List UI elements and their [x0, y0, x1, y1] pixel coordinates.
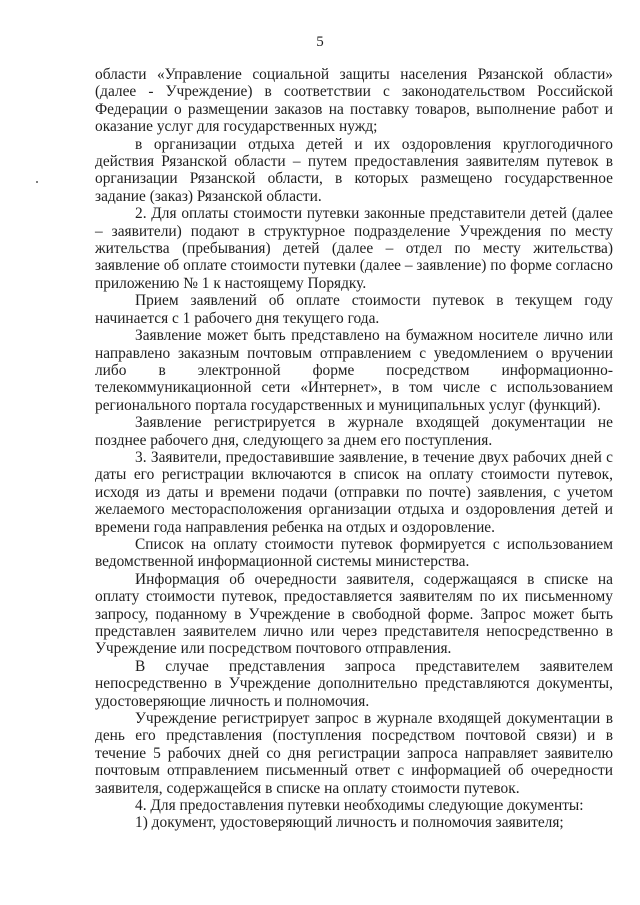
- paragraph-request-registration: Учреждение регистрирует запрос в журнале входящей документации в день его представления (поступления посредством почтовой связи) и в течение 5 рабочих дней со дня регистрации запроса направляет заявителю почтовым отправлением письменный ответ с информацией об очередности заявителя, содержащейся в списке на оплату стоимости путевок.: [95, 710, 613, 797]
- paragraph-item-4: 4. Для предоставления путевки необходимы следующие документы:: [135, 797, 584, 815]
- paragraph-representative: В случае представления запроса представителем заявителем непосредственно в Учреждение дополнительно представляются документы, удостоверяющие личность и полномочия.: [95, 657, 613, 710]
- paragraph-application-start: Прием заявлений об оплате стоимости путевок в текущем году начинается с 1 рабочего дня текущего года.: [95, 292, 613, 327]
- paragraph-item-2: 2. Для оплаты стоимости путевки законные представители детей (далее – заявители) подают в структурное подразделение Учреждения по месту жительства (пребывания) детей (далее – отдел по месту жительства) заявление об оплате стоимости путевки (далее – заявление) по форме согласно приложению № 1 к настоящему Порядку.: [95, 205, 613, 292]
- paragraph-queue-information: Информация об очередности заявителя, содержащаяся в списке на оплату стоимости путевок, предоставляется заявителям по их письменному запросу, поданному в Учреждение в свободной форме. Запрос может быть представлен заявителем лично или через представителя непосредственно в Учреждение или посредством почтового отправления.: [95, 570, 613, 658]
- paragraph-list-formation: Список на оплату стоимости путевок формируется с использованием ведомственной информационной системы министерства.: [95, 535, 613, 571]
- paragraph-item-4-1: 1) документ, удостоверяющий личность и полномочия заявителя;: [135, 814, 564, 832]
- paragraph-item-3: 3. Заявители, предоставившие заявление, в течение двух рабочих дней с даты его регистрации включаются в список на оплату стоимости путевок, исходя из даты и времени подачи (отправки по почте) заявления, с учетом желаемого месторасположения организации отдыха и оздоровления детей и времени года направления ребенка на отдых и оздоровление.: [95, 448, 613, 536]
- paragraph-continuation: области «Управление социальной защиты населения Рязанской области» (далее - Учреждение) в соответствии с законодательством Российской Федерации о размещении заказов на поставку товаров, выполнение работ и оказание услуг для государственных нужд;: [95, 66, 613, 136]
- paragraph-application-submission: Заявление может быть представлено на бумажном носителе лично или направлено заказным почтовым отправлением с уведомлением о вручении либо в электронной форме посредством информационно-телекоммуникационной сети «Интернет», в том числе с использованием регионального портала государственных и муниципальных услуг (функций).: [95, 327, 613, 414]
- page-number: 5: [316, 34, 324, 50]
- document-body: [95, 66, 613, 832]
- paragraph-application-registration: Заявление регистрируется в журнале входящей документации не позднее рабочего дня, следующего за днем его поступления.: [95, 414, 613, 449]
- paragraph-recreation-organizations: в организации отдыха детей и их оздоровления круглогодичного действия Рязанской области – путем предоставления заявителям путевок в организации Рязанской области, в которых размещено государственное задание (заказ) Рязанской области.: [95, 135, 613, 205]
- scan-speck: [36, 181, 38, 183]
